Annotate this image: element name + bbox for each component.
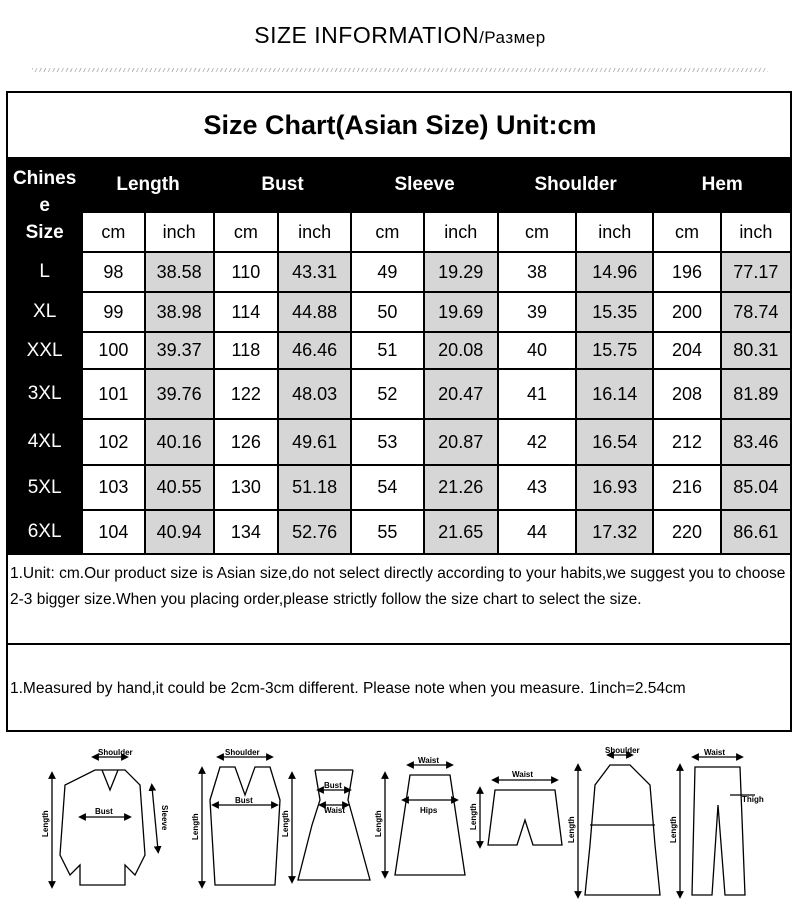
- inch-value-cell: 44.88: [278, 292, 351, 332]
- inch-value-cell: 86.61: [721, 510, 791, 554]
- table-row: [7, 419, 791, 465]
- note-size-advice: 1.Unit: cm.Our product size is Asian size,do not select directly according to your habits,we suggest you to choose 2-3 bigger size.When you placing order,please strictly follow the size chart to select the size.: [10, 565, 786, 608]
- header-bust: Bust: [214, 158, 352, 212]
- cm-value-cell: 130: [214, 465, 278, 510]
- label-length-coat: Length: [567, 816, 576, 843]
- size-label: 3XL: [7, 369, 82, 419]
- shorts-diagram: [480, 780, 562, 845]
- cm-value-cell: 52: [351, 369, 423, 419]
- cm-value-cell: 103: [82, 465, 144, 510]
- inch-value-cell: 83.46: [721, 419, 791, 465]
- cm-value-cell: 100: [82, 332, 144, 369]
- inch-value-cell: 52.76: [278, 510, 351, 554]
- header-length: Length: [82, 158, 214, 212]
- cm-value-cell: 204: [653, 332, 720, 369]
- unit-cm: cm: [214, 212, 278, 252]
- cm-value-cell: 44: [498, 510, 576, 554]
- note-separator: [6, 643, 792, 645]
- label-shoulder-top: Shoulder: [225, 748, 260, 757]
- header-sleeve: Sleeve: [351, 158, 498, 212]
- cm-value-cell: 208: [653, 369, 720, 419]
- label-thigh: Thigh: [742, 795, 764, 804]
- inch-value-cell: 15.75: [576, 332, 653, 369]
- inch-value-cell: 40.94: [145, 510, 214, 554]
- cm-value-cell: 98: [82, 252, 144, 292]
- header-shoulder: Shoulder: [498, 158, 654, 212]
- label-waist-skirt: Waist: [418, 756, 440, 765]
- inch-value-cell: 39.37: [145, 332, 214, 369]
- unit-inch: inch: [145, 212, 214, 252]
- size-label: 6XL: [7, 510, 82, 554]
- inch-value-cell: 16.54: [576, 419, 653, 465]
- cm-value-cell: 212: [653, 419, 720, 465]
- cm-value-cell: 101: [82, 369, 144, 419]
- cm-value-cell: 104: [82, 510, 144, 554]
- label-hips: Hips: [420, 806, 438, 815]
- inch-value-cell: 20.47: [424, 369, 498, 419]
- inch-value-cell: 38.58: [145, 252, 214, 292]
- cm-value-cell: 49: [351, 252, 423, 292]
- cm-value-cell: 41: [498, 369, 576, 419]
- inch-value-cell: 16.14: [576, 369, 653, 419]
- label-bust-dress: Bust: [324, 781, 342, 790]
- inch-value-cell: 40.16: [145, 419, 214, 465]
- inch-value-cell: 17.32: [576, 510, 653, 554]
- inch-value-cell: 16.93: [576, 465, 653, 510]
- skirt-diagram: [385, 765, 465, 875]
- label-bust: Bust: [95, 807, 113, 816]
- note-measurement: 1.Measured by hand,it could be 2cm-3cm different. Please note when you measure. 1inch=2.54cm: [10, 680, 686, 697]
- cm-value-cell: 126: [214, 419, 278, 465]
- cm-value-cell: 102: [82, 419, 144, 465]
- cm-value-cell: 216: [653, 465, 720, 510]
- size-label: XXL: [7, 332, 82, 369]
- cm-value-cell: 118: [214, 332, 278, 369]
- cm-value-cell: 134: [214, 510, 278, 554]
- table-row: [7, 369, 791, 419]
- size-table: [6, 157, 792, 555]
- inch-value-cell: 39.76: [145, 369, 214, 419]
- label-length-trousers: Length: [669, 816, 678, 843]
- label-length: Length: [41, 810, 50, 837]
- label-length-skirt: Length: [374, 810, 383, 837]
- trousers-diagram: [680, 757, 755, 895]
- title-main: SIZE INFORMATION: [254, 22, 480, 48]
- inch-value-cell: 21.65: [424, 510, 498, 554]
- cm-value-cell: 54: [351, 465, 423, 510]
- cm-value-cell: 196: [653, 252, 720, 292]
- unit-cm: cm: [653, 212, 720, 252]
- inch-value-cell: 15.35: [576, 292, 653, 332]
- inch-value-cell: 38.98: [145, 292, 214, 332]
- cm-value-cell: 122: [214, 369, 278, 419]
- label-length-dress: Length: [281, 810, 290, 837]
- header-hem: Hem: [653, 158, 791, 212]
- cm-value-cell: 55: [351, 510, 423, 554]
- size-label: L: [7, 252, 82, 292]
- cm-value-cell: 53: [351, 419, 423, 465]
- cm-value-cell: 50: [351, 292, 423, 332]
- unit-inch: inch: [576, 212, 653, 252]
- measure-header-row: [7, 158, 791, 212]
- size-label: 5XL: [7, 465, 82, 510]
- label-bust-top: Bust: [235, 796, 253, 805]
- garment-measurement-diagrams: [40, 745, 780, 905]
- inch-value-cell: 51.18: [278, 465, 351, 510]
- unit-inch: inch: [424, 212, 498, 252]
- cm-value-cell: 114: [214, 292, 278, 332]
- cm-value-cell: 99: [82, 292, 144, 332]
- unit-inch: inch: [721, 212, 791, 252]
- cm-value-cell: 110: [214, 252, 278, 292]
- dotted-divider: [32, 68, 768, 72]
- unit-cm: cm: [82, 212, 144, 252]
- size-label: XL: [7, 292, 82, 332]
- inch-value-cell: 81.89: [721, 369, 791, 419]
- size-rows: [7, 252, 791, 554]
- corner-line-1: Chines: [12, 167, 77, 189]
- inch-value-cell: 40.55: [145, 465, 214, 510]
- unit-cm: cm: [498, 212, 576, 252]
- corner-line-3: Size: [25, 221, 64, 243]
- cm-value-cell: 38: [498, 252, 576, 292]
- inch-value-cell: 14.96: [576, 252, 653, 292]
- inch-value-cell: 20.87: [424, 419, 498, 465]
- table-row: [7, 465, 791, 510]
- inch-value-cell: 20.08: [424, 332, 498, 369]
- cm-value-cell: 51: [351, 332, 423, 369]
- inch-value-cell: 46.46: [278, 332, 351, 369]
- table-row: [7, 292, 791, 332]
- label-shoulder: Shoulder: [98, 748, 133, 757]
- inch-value-cell: 78.74: [721, 292, 791, 332]
- cm-value-cell: 40: [498, 332, 576, 369]
- cm-value-cell: 39: [498, 292, 576, 332]
- label-sleeve: Sleeve: [160, 805, 169, 831]
- page-title: [0, 22, 800, 49]
- inch-value-cell: 85.04: [721, 465, 791, 510]
- cm-value-cell: 43: [498, 465, 576, 510]
- table-row: [7, 252, 791, 292]
- table-row: [7, 510, 791, 554]
- inch-value-cell: 19.69: [424, 292, 498, 332]
- blouse-diagram: [52, 757, 158, 885]
- inch-value-cell: 21.26: [424, 465, 498, 510]
- title-sub: /Размер: [479, 28, 546, 47]
- trench-coat-diagram: [578, 755, 660, 895]
- chart-title: Size Chart(Asian Size) Unit:cm: [203, 109, 597, 140]
- inch-value-cell: 49.61: [278, 419, 351, 465]
- cm-value-cell: 200: [653, 292, 720, 332]
- label-waist-trousers: Waist: [704, 748, 726, 757]
- inch-value-cell: 43.31: [278, 252, 351, 292]
- size-label: 4XL: [7, 419, 82, 465]
- unit-cm: cm: [351, 212, 423, 252]
- label-length-shorts: Length: [469, 803, 478, 830]
- cm-value-cell: 42: [498, 419, 576, 465]
- table-row: [7, 332, 791, 369]
- unit-inch: inch: [278, 212, 351, 252]
- inch-value-cell: 77.17: [721, 252, 791, 292]
- inch-value-cell: 80.31: [721, 332, 791, 369]
- label-shoulder-coat: Shoulder: [605, 746, 640, 755]
- inch-value-cell: 19.29: [424, 252, 498, 292]
- inch-value-cell: 48.03: [278, 369, 351, 419]
- tank-top-diagram: [202, 757, 280, 885]
- cm-value-cell: 220: [653, 510, 720, 554]
- label-waist-dress: Waist: [324, 806, 346, 815]
- size-column-header: [7, 158, 82, 252]
- label-waist-shorts: Waist: [512, 770, 534, 779]
- corner-line-2: e: [39, 194, 50, 216]
- label-length-top: Length: [191, 813, 200, 840]
- unit-header-row: [7, 212, 791, 252]
